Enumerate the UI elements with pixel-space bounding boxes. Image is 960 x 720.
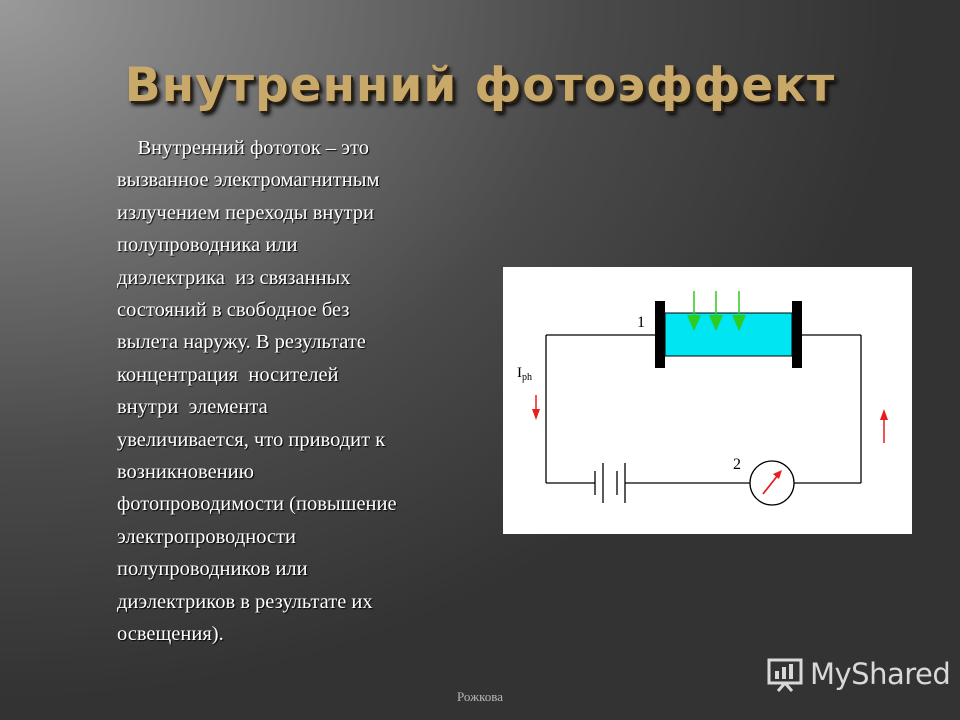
body-text (117, 132, 489, 651)
body-line: состояний в свободное без (117, 299, 350, 322)
body-line: диэлектриков в результате их (117, 590, 373, 613)
label-element: 1 (637, 314, 645, 331)
electrode-right (792, 301, 802, 368)
watermark-logo (766, 654, 950, 694)
label-current-sub: ph (522, 372, 532, 383)
label-meter: 2 (733, 456, 741, 473)
presentation-board-icon (766, 655, 804, 693)
body-line: возникновению (117, 461, 254, 484)
body-line: концентрация носителей (117, 363, 339, 386)
photo-element (665, 313, 792, 356)
body-line: полупроводников или (117, 558, 308, 581)
body-line: вызванное электромагнитным (117, 169, 380, 192)
current-arrow-left-head (532, 409, 540, 420)
body-line: внутри элемента (117, 396, 268, 419)
current-arrow-right-head (880, 409, 888, 420)
body-line: излучением переходы внутри (117, 201, 375, 224)
circuit-diagram (503, 267, 912, 534)
body-line: Внутренний фототок – это (117, 137, 370, 159)
body-line: увеличивается, что приводит к (117, 428, 386, 451)
body-line: освещения). (117, 623, 224, 646)
electrode-left (655, 301, 665, 368)
watermark-text: MyShared (810, 657, 951, 691)
slide-title: Внутренний фотоэффект (124, 58, 836, 113)
body-line: фотопроводимости (повышение (117, 493, 397, 516)
body-line: диэлектрика из связанных (117, 266, 351, 289)
label-current (517, 365, 532, 383)
footer-author: Рожкова (457, 689, 503, 704)
label-current-main: I (517, 365, 522, 381)
body-line: полупроводника или (117, 234, 298, 257)
body-line: вылета наружу. В результате (117, 331, 366, 354)
body-line: электропроводности (117, 525, 297, 548)
